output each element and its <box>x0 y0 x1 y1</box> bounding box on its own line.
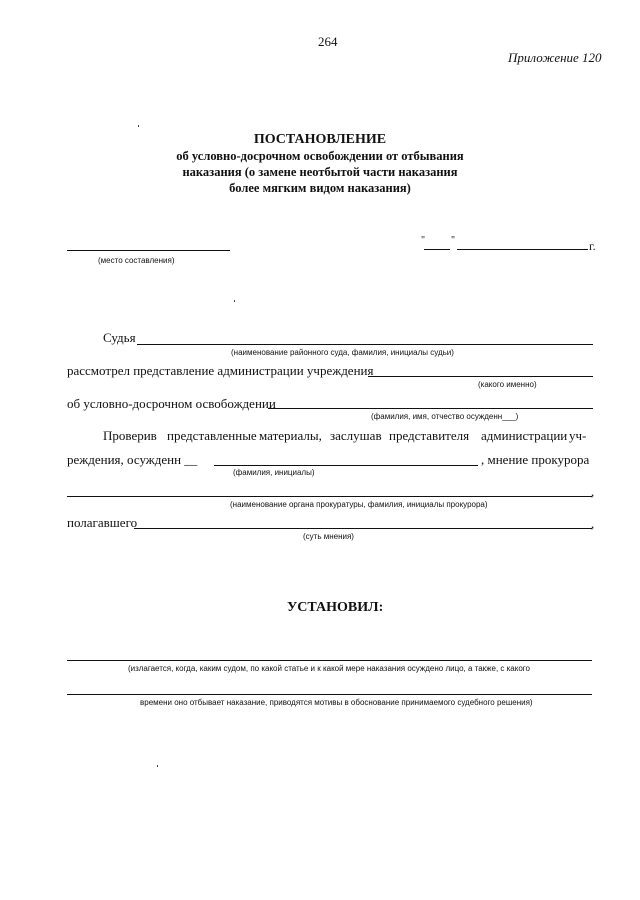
document-subtitle-line-1: об условно-досрочном освобождении от отбывания <box>176 149 464 163</box>
scan-speck <box>234 300 235 302</box>
document-title: ПОСТАНОВЛЕНИЕ <box>253 132 387 147</box>
page-number: 264 <box>318 34 338 49</box>
established-field-line-1 <box>67 660 592 661</box>
opinion-label: полагавшего <box>67 515 138 530</box>
check-word-1: Проверив <box>103 428 157 443</box>
established-caption-2: времени оно отбывает наказание, приводятся мотивы в обоснование принимаемого судебного решения) <box>140 698 533 707</box>
check-word-3: материалы, <box>259 428 322 443</box>
convict-name-field-line <box>268 408 593 409</box>
check-word-2: представленные <box>167 428 257 443</box>
established-caption-1: (излагается, когда, каким судом, по какой статье и к какой мере наказания осуждено лицо, а также, с какого <box>128 664 530 673</box>
date-day-line <box>424 249 450 250</box>
check-word-6: администрации <box>481 428 568 443</box>
opinion-field-line <box>134 528 592 529</box>
release-text: об условно-досрочном освобождении <box>67 396 276 411</box>
established-field-line-2 <box>67 694 592 695</box>
judge-label: Судья <box>103 330 136 345</box>
institution-field-line <box>368 376 593 377</box>
date-quote-close: " <box>451 235 456 246</box>
place-field-line <box>67 250 230 251</box>
date-month-year-line <box>457 249 588 250</box>
opinion-comma: , <box>591 516 595 531</box>
check-word-7: уч- <box>569 428 587 443</box>
judge-field-line <box>137 344 593 345</box>
established-heading: УСТАНОВИЛ: <box>287 600 384 615</box>
check-word-5: представителя <box>389 428 470 443</box>
reviewed-text: рассмотрел представление администрации учреждения <box>67 363 374 378</box>
check-line-2-end: , мнение прокурора <box>481 452 590 467</box>
check-word-4: заслушав <box>330 428 382 443</box>
prosecutor-field-line <box>67 496 592 497</box>
institution-caption: (какого именно) <box>478 380 537 389</box>
date-quote-open: " <box>421 235 426 246</box>
appendix-label: Приложение 120 <box>508 50 602 65</box>
document-subtitle-line-3: более мягким видом наказания) <box>229 181 411 195</box>
prosecutor-comma: , <box>591 484 595 499</box>
convict-name-caption: (фамилия, имя, отчество осужденн___) <box>371 412 519 421</box>
date-year-suffix: г. <box>589 239 596 253</box>
place-caption: (место составления) <box>98 256 175 265</box>
convict-initials-field-line <box>214 465 478 466</box>
opinion-caption: (суть мнения) <box>303 532 354 541</box>
prosecutor-caption: (наименование органа прокуратуры, фамилия, инициалы прокурора) <box>230 500 488 509</box>
scan-speck <box>157 765 158 767</box>
judge-caption: (наименование районного суда, фамилия, инициалы судьи) <box>231 348 454 357</box>
document-subtitle-line-2: наказания (о замене неотбытой части наказания <box>182 165 458 179</box>
scan-speck <box>138 125 139 127</box>
check-line-2-start: реждения, осужденн __ <box>67 452 198 467</box>
convict-initials-caption: (фамилия, инициалы) <box>233 468 315 477</box>
